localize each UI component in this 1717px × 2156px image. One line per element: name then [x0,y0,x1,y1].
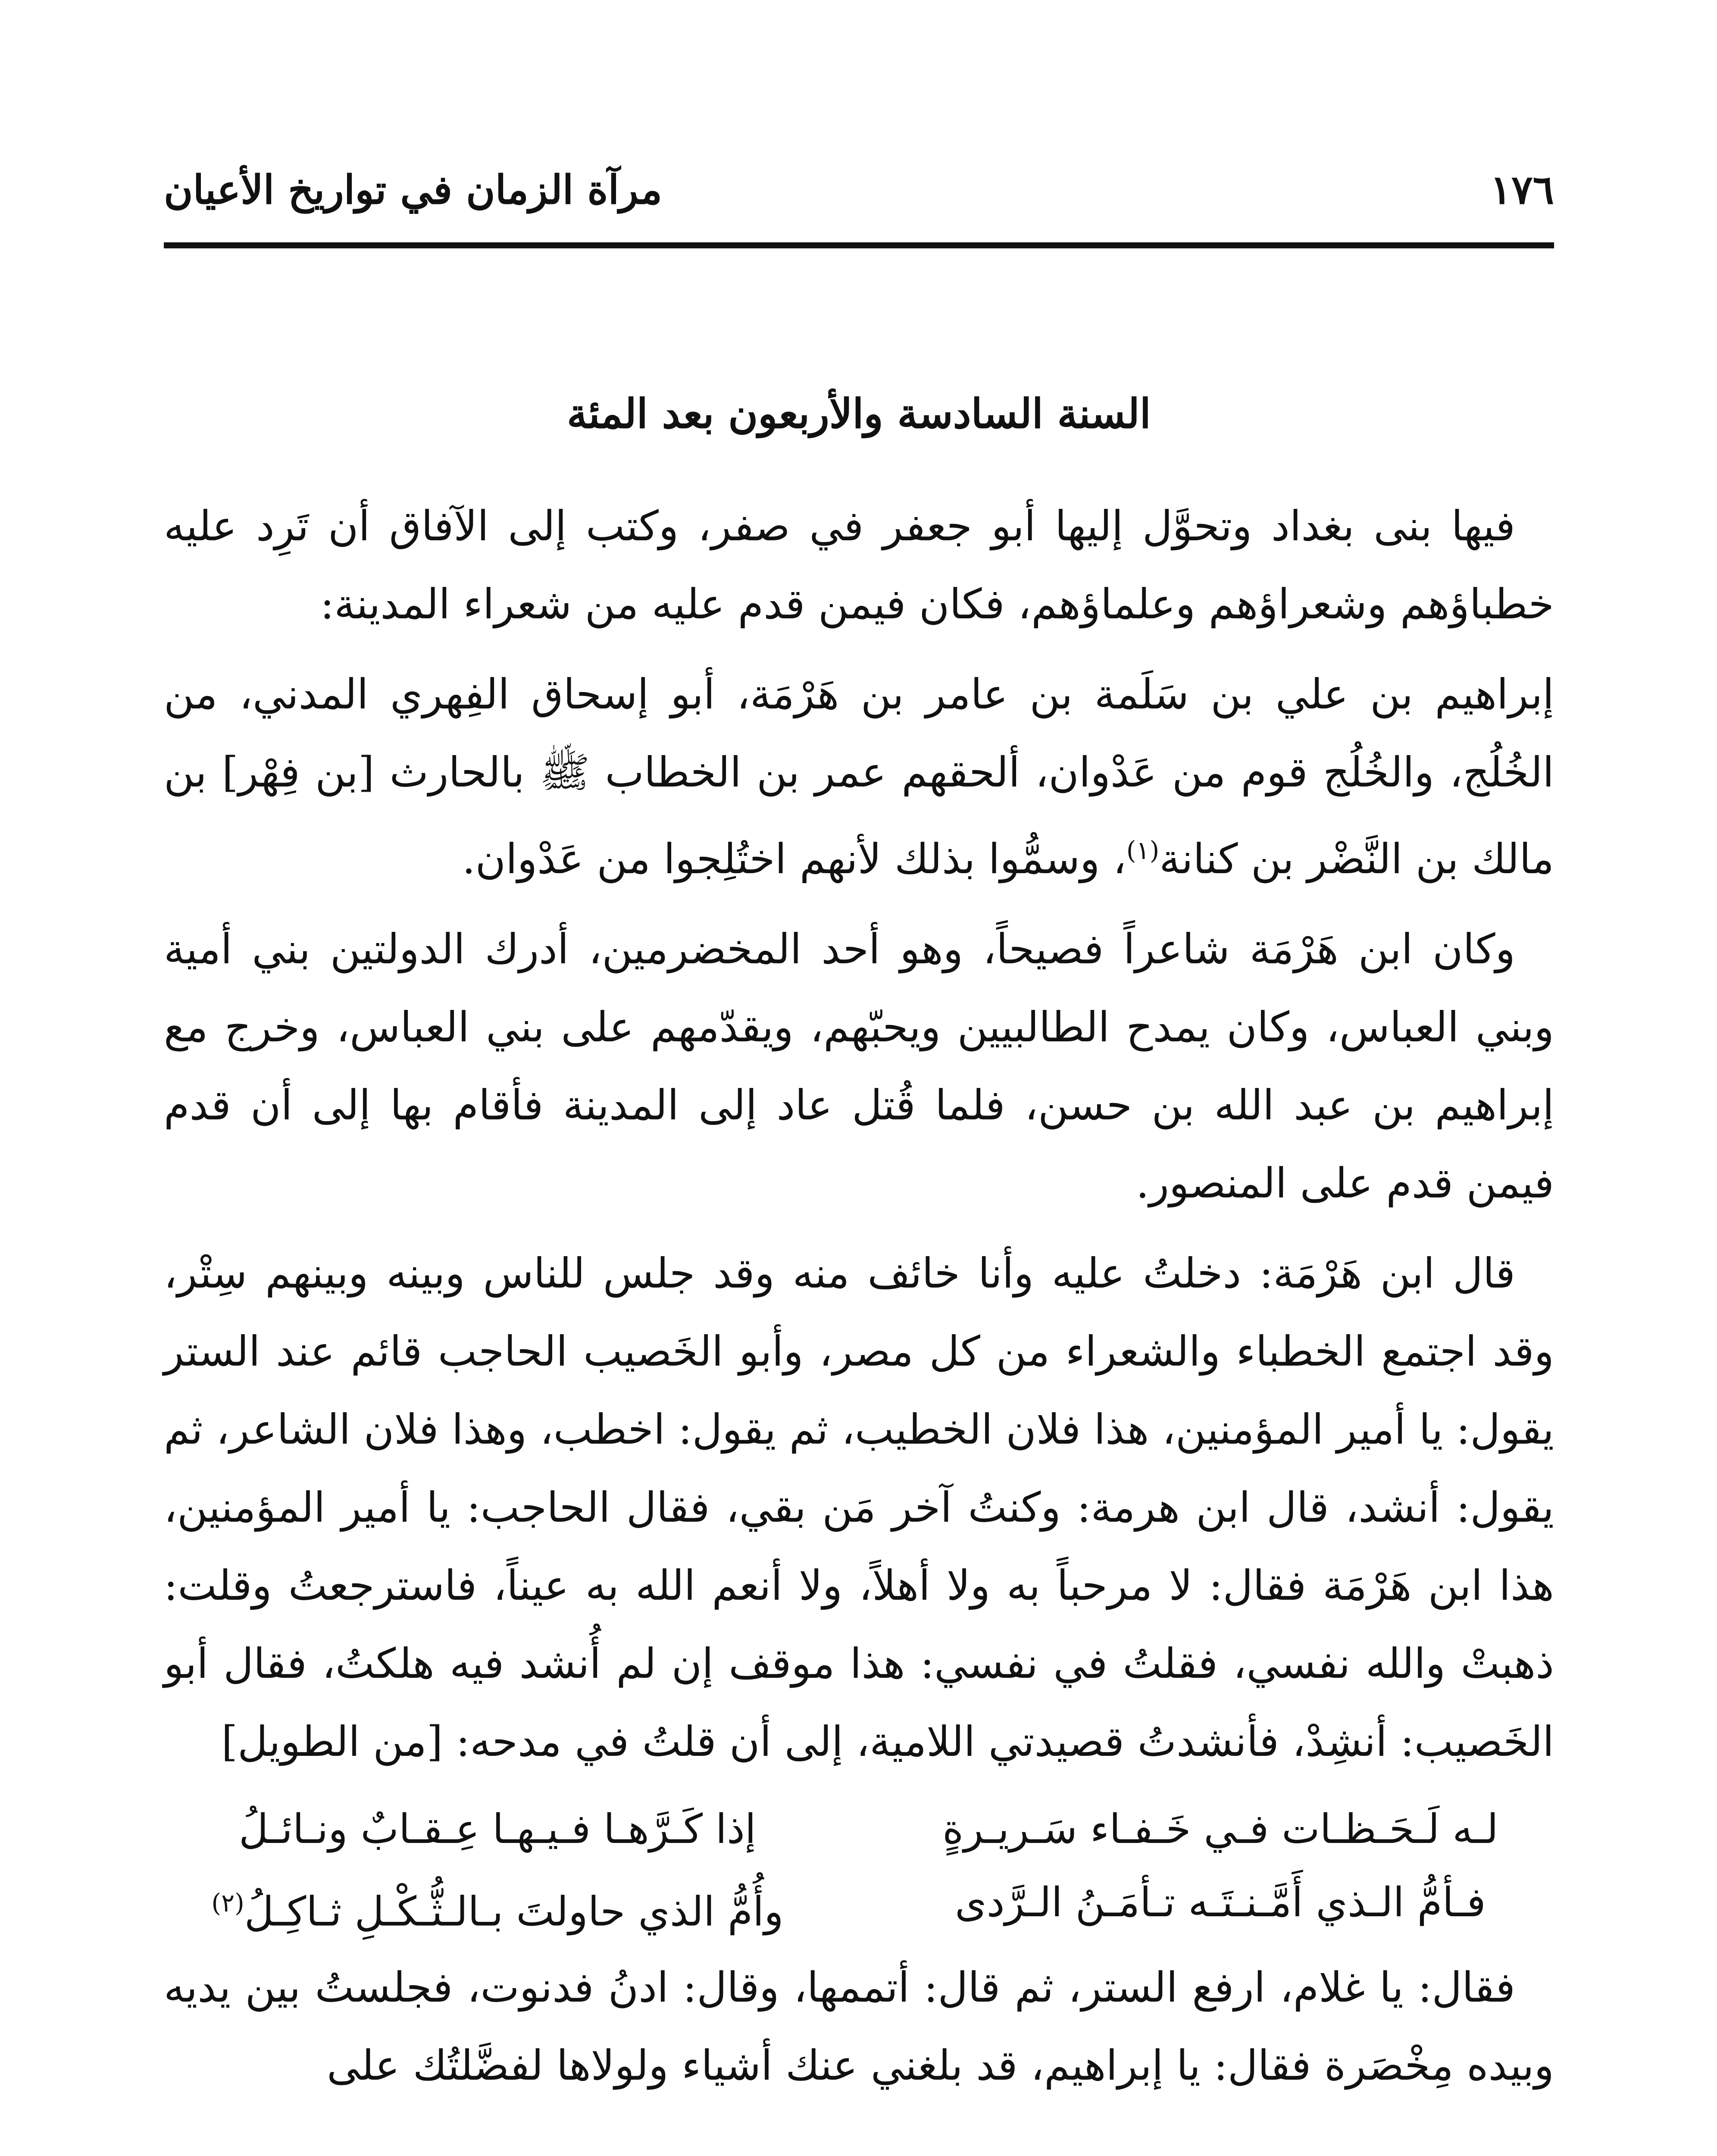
verse-hemistich: فـأمُّ الـذي أَمَّـنـتَـه تـأمَـنُ الـرَّدى [955,1879,1486,1926]
paragraph: قال ابن هَرْمَة: دخلتُ عليه وأنا خائف منه وقد جلس للناس وبينه وبينهم سِتْر، وقد اجتمع الخطباء والشعراء من كل مصر، وأبو الخَصيب الحاجب قائم عند الستر يقول: يا أمير المؤمنين، هذا فلان الخطيب، ثم يقول: اخطب، وهذا فلان الشاعر، ثم يقول: أنشد، قال ابن هرمة: وكنتُ آخر مَن بقي، فقال الحاجب: يا أمير المؤمنين، هذا ابن هَرْمَة فقال: لا مرحباً به ولا أهلاً، ولا أنعم الله به عيناً، فاسترجعتُ وقلت: ذهبتْ والله نفسي، فقلتُ في نفسي: هذا موقف إن لم أُنشد فيه هلكتُ، فقال أبو الخَصيب: أنشِدْ، فأنشدتُ قصيدتي اللامية، إلى أن قلتُ في مدحه: [من الطويل] [164,1249,1554,1766]
verse-hemistich: لـه لَـحَـظـات فـي خَـفـاء سَـريـرةٍ [942,1806,1498,1853]
verse-line [164,1866,1554,1949]
verse-hemistich: وأُمُّ الذي حاولتَ بـالـثُّـكْـلِ ثـاكِـلُ [244,1888,784,1936]
page-header [164,147,1554,233]
paragraph-tail: ، وسمُّوا بذلك لأنهم اختُلِجوا من عَدْوان. [462,835,1126,883]
header-rule [164,242,1554,248]
book-title: مرآة الزمان في تواريخ الأعيان [164,166,663,213]
page-number: ١٧٦ [1490,166,1554,213]
paragraph [164,655,1554,898]
verse-hemistich-with-ref [164,1866,831,1949]
book-page [164,0,1554,2156]
verse-hemistich: إذا كَـرَّهـا فـيـهـا عِـقـابٌ ونـائـلُ [239,1806,756,1853]
paragraph: فيها بنى بغداد وتحوَّل إليها أبو جعفر في صفر، وكتب إلى الآفاق أن تَرِد عليه خطباؤهم وشعراؤهم وعلماؤهم، فكان فيمن قدم عليه من شعراء المدينة: [164,502,1554,628]
verse-line [164,1793,1554,1866]
paragraph-text: إبراهيم بن علي بن سَلَمة بن عامر بن هَرْمَة، أبو إسحاق الفِهري المدني، من الخُلُج، والخُلُج قوم من عَدْوان، ألحقهم عمر بن الخطاب ﷺ بالحارث [بن فِهْر] بن مالك بن النَّضْر بن كنانة [164,670,1554,883]
paragraph: وكان ابن هَرْمَة شاعراً فصيحاً، وهو أحد المخضرمين، أدرك الدولتين بني أمية وبني العباس، وكان يمدح الطالبيين ويحبّهم، ويقدّمهم على بني العباس، وخرج مع إبراهيم بن عبد الله بن حسن، فلما قُتل عاد إلى المدينة فأقام بها إلى أن قدم فيمن قدم على المنصور. [164,925,1554,1207]
chapter-title: السنة السادسة والأربعون بعد المئة [567,390,1151,438]
footnote-ref[interactable]: (١) [1126,836,1160,865]
main-text [164,487,1554,2117]
footnote-ref[interactable]: (٢) [211,1888,244,1918]
paragraph: فقال: يا غلام، ارفع الستر، ثم قال: أتممها، وقال: ادنُ فدنوت، فجلستُ بين يديه وبيده مِخْصَرة فقال: يا إبراهيم، قد بلغني عنك أشياء ولولاها لفضَّلتُك على [164,1963,1554,2090]
